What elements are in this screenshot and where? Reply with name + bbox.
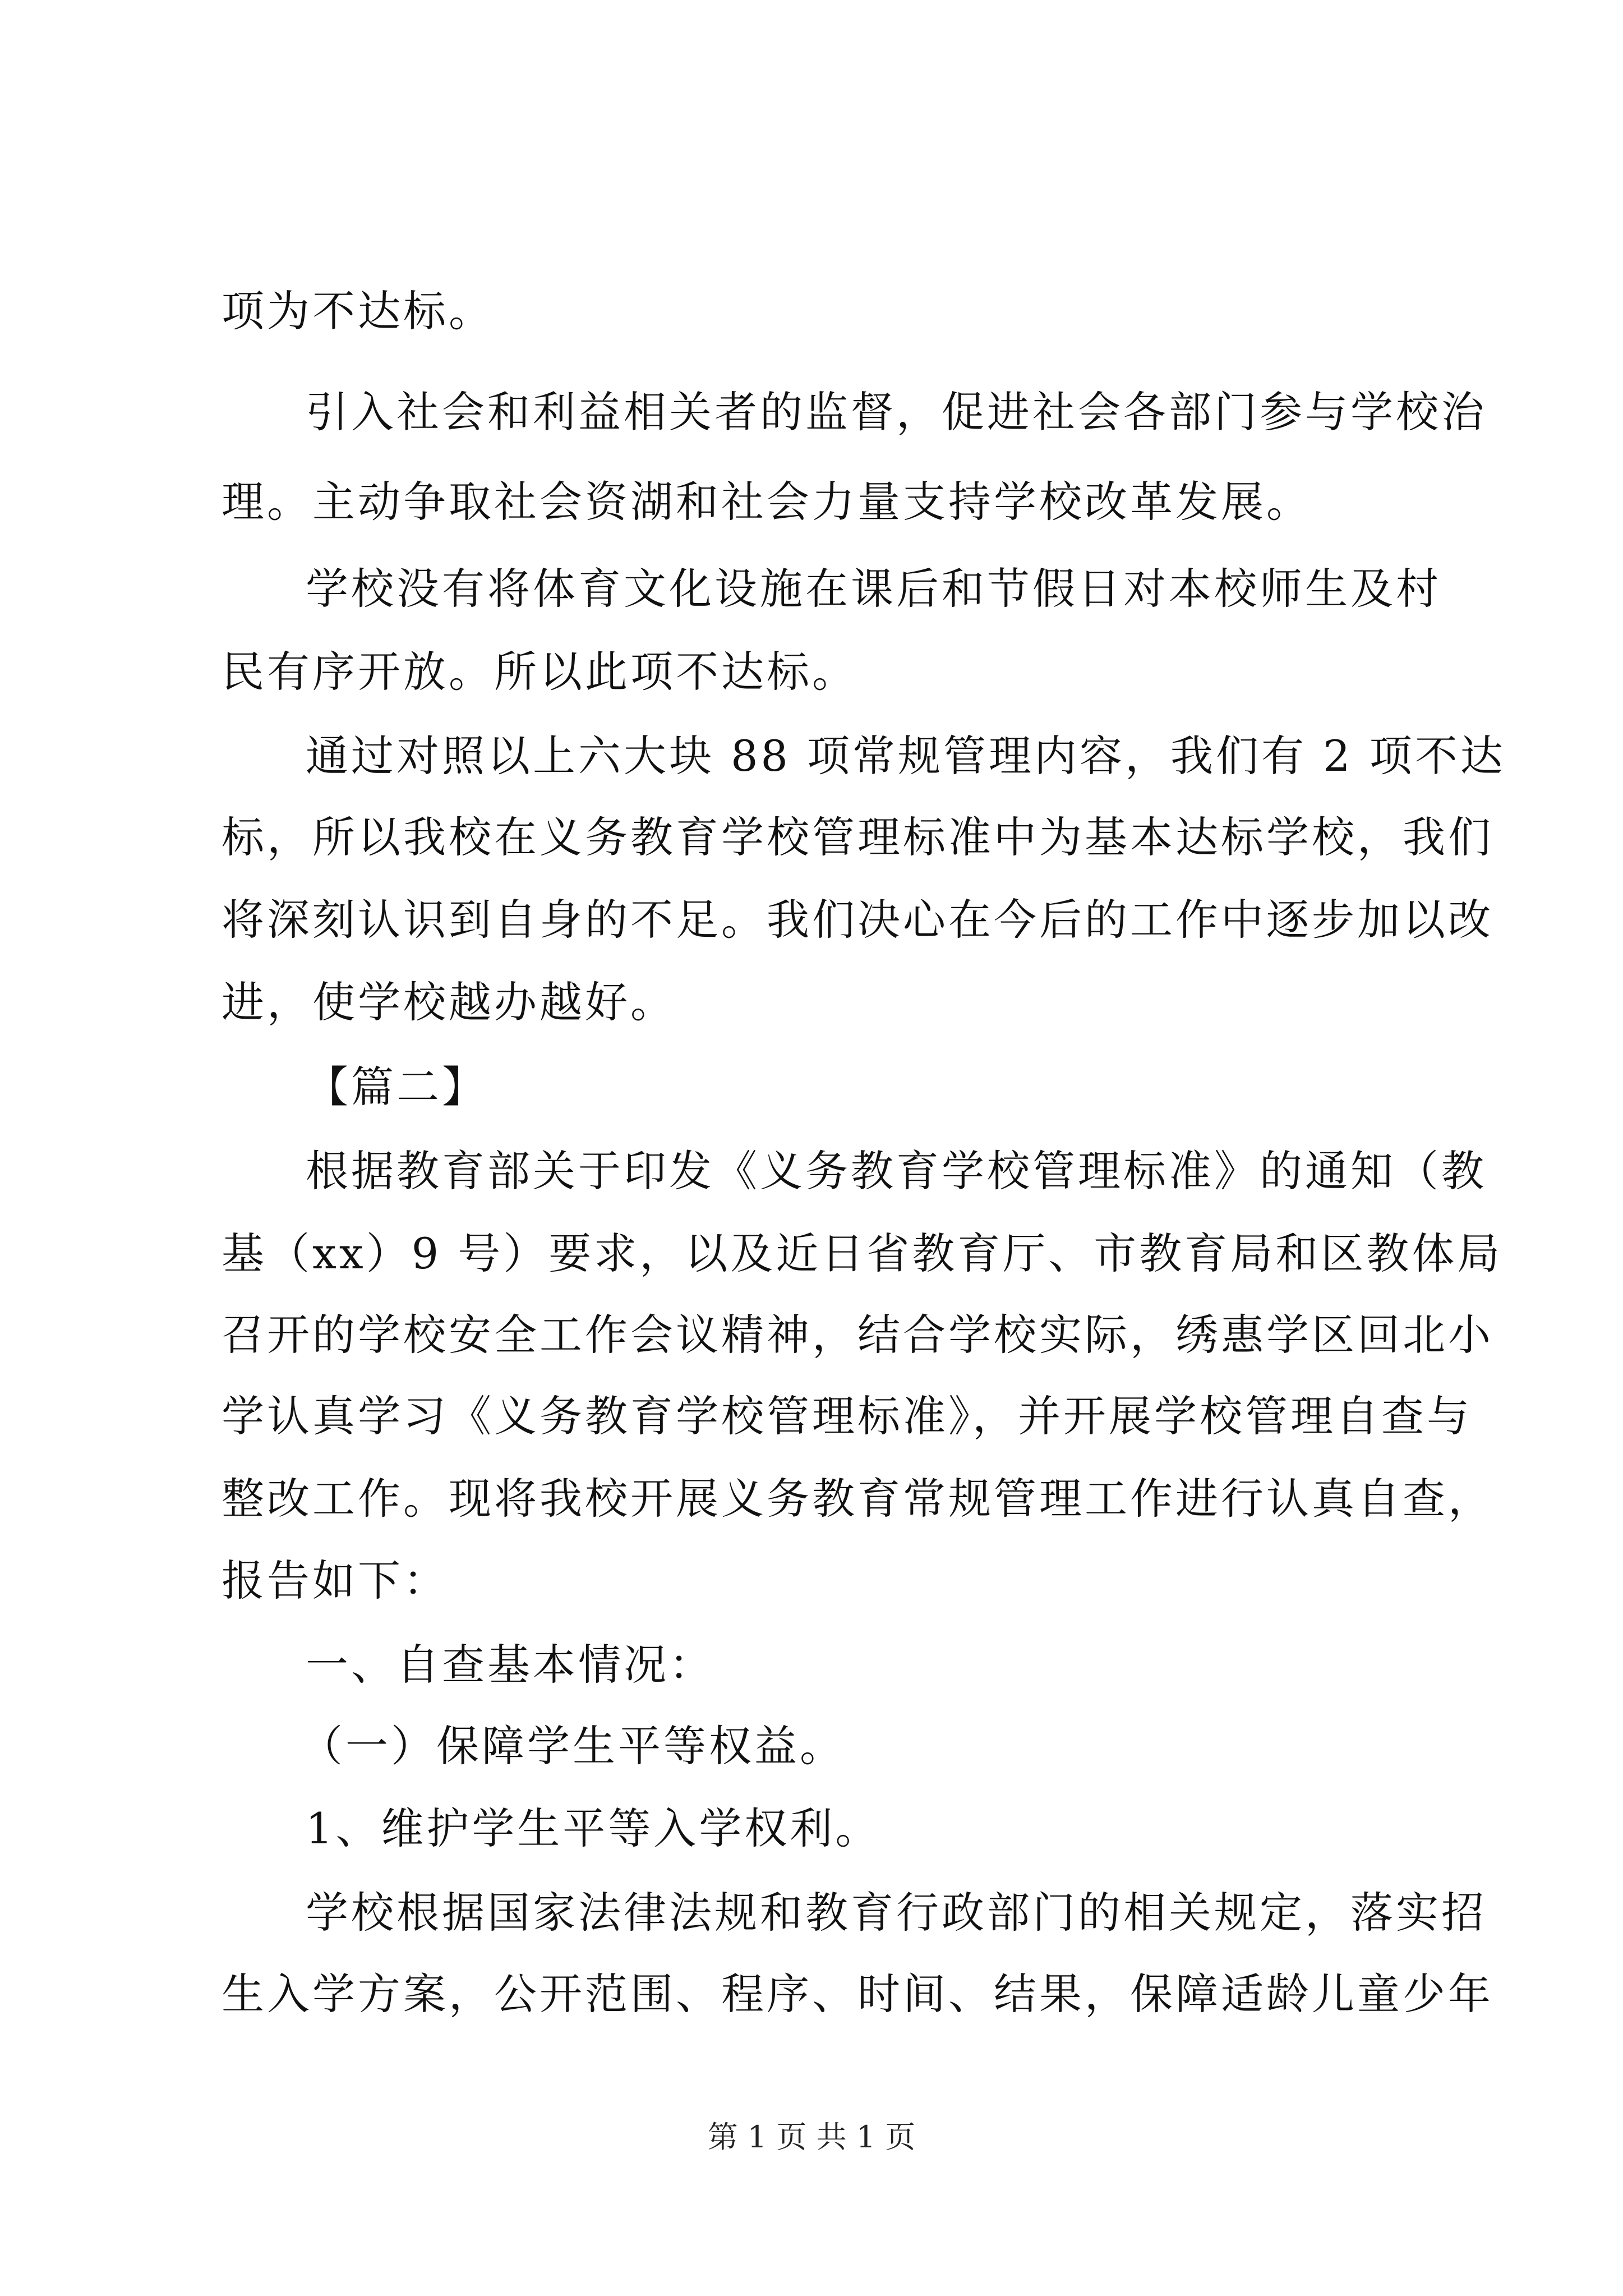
text-line: 通过对照以上六大块 88 项常规管理内容，我们有 2 项不达 bbox=[306, 731, 1506, 781]
text-line: 报告如下： bbox=[222, 1556, 449, 1605]
text-line: 项为不达标。 bbox=[222, 286, 494, 336]
text-line: 召开的学校安全工作会议精神，结合学校实际，绣惠学区回北小 bbox=[222, 1310, 1493, 1360]
text-line: 引入社会和利益相关者的监督，促进社会各部门参与学校治 bbox=[306, 387, 1487, 437]
text-line: 标，所以我校在义务教育学校管理标准中为基本达标学校，我们 bbox=[222, 812, 1493, 862]
page-number: 第 1 页 共 1 页 bbox=[707, 2119, 916, 2155]
text-line: 民有序开放。所以此项不达标。 bbox=[222, 647, 857, 697]
text-line: 整改工作。现将我校开展义务教育常规管理工作进行认真自查， bbox=[222, 1474, 1493, 1524]
text-line: 将深刻认识到自身的不足。我们决心在今后的工作中逐步加以改 bbox=[222, 895, 1493, 945]
text-line: 学认真学习《义务教育学校管理标准》，并开展学校管理自查与 bbox=[222, 1391, 1472, 1441]
text-line: 学校根据国家法律法规和教育行政部门的相关规定，落实招 bbox=[306, 1888, 1487, 1938]
list-heading: 1、维护学生平等入学权利。 bbox=[306, 1803, 881, 1853]
text-line: 根据教育部关于印发《义务教育学校管理标准》的通知（教 bbox=[306, 1146, 1487, 1196]
text-line: 学校没有将体育文化设施在课后和节假日对本校师生及村 bbox=[306, 564, 1441, 614]
text-line: 基（xx）9 号）要求，以及近日省教育厅、市教育局和区教体局 bbox=[222, 1228, 1503, 1278]
text-line: 进，使学校越办越好。 bbox=[222, 977, 676, 1027]
subheading: 一、自查基本情况： bbox=[306, 1640, 714, 1690]
subheading: （一）保障学生平等权益。 bbox=[300, 1721, 845, 1771]
text-line: 理。主动争取社会资湖和社会力量支持学校改革发展。 bbox=[222, 477, 1312, 527]
section-heading: 【篇二】 bbox=[306, 1062, 487, 1112]
text-line: 生入学方案，公开范围、程序、时间、结果，保障适龄儿童少年 bbox=[222, 1969, 1493, 2019]
